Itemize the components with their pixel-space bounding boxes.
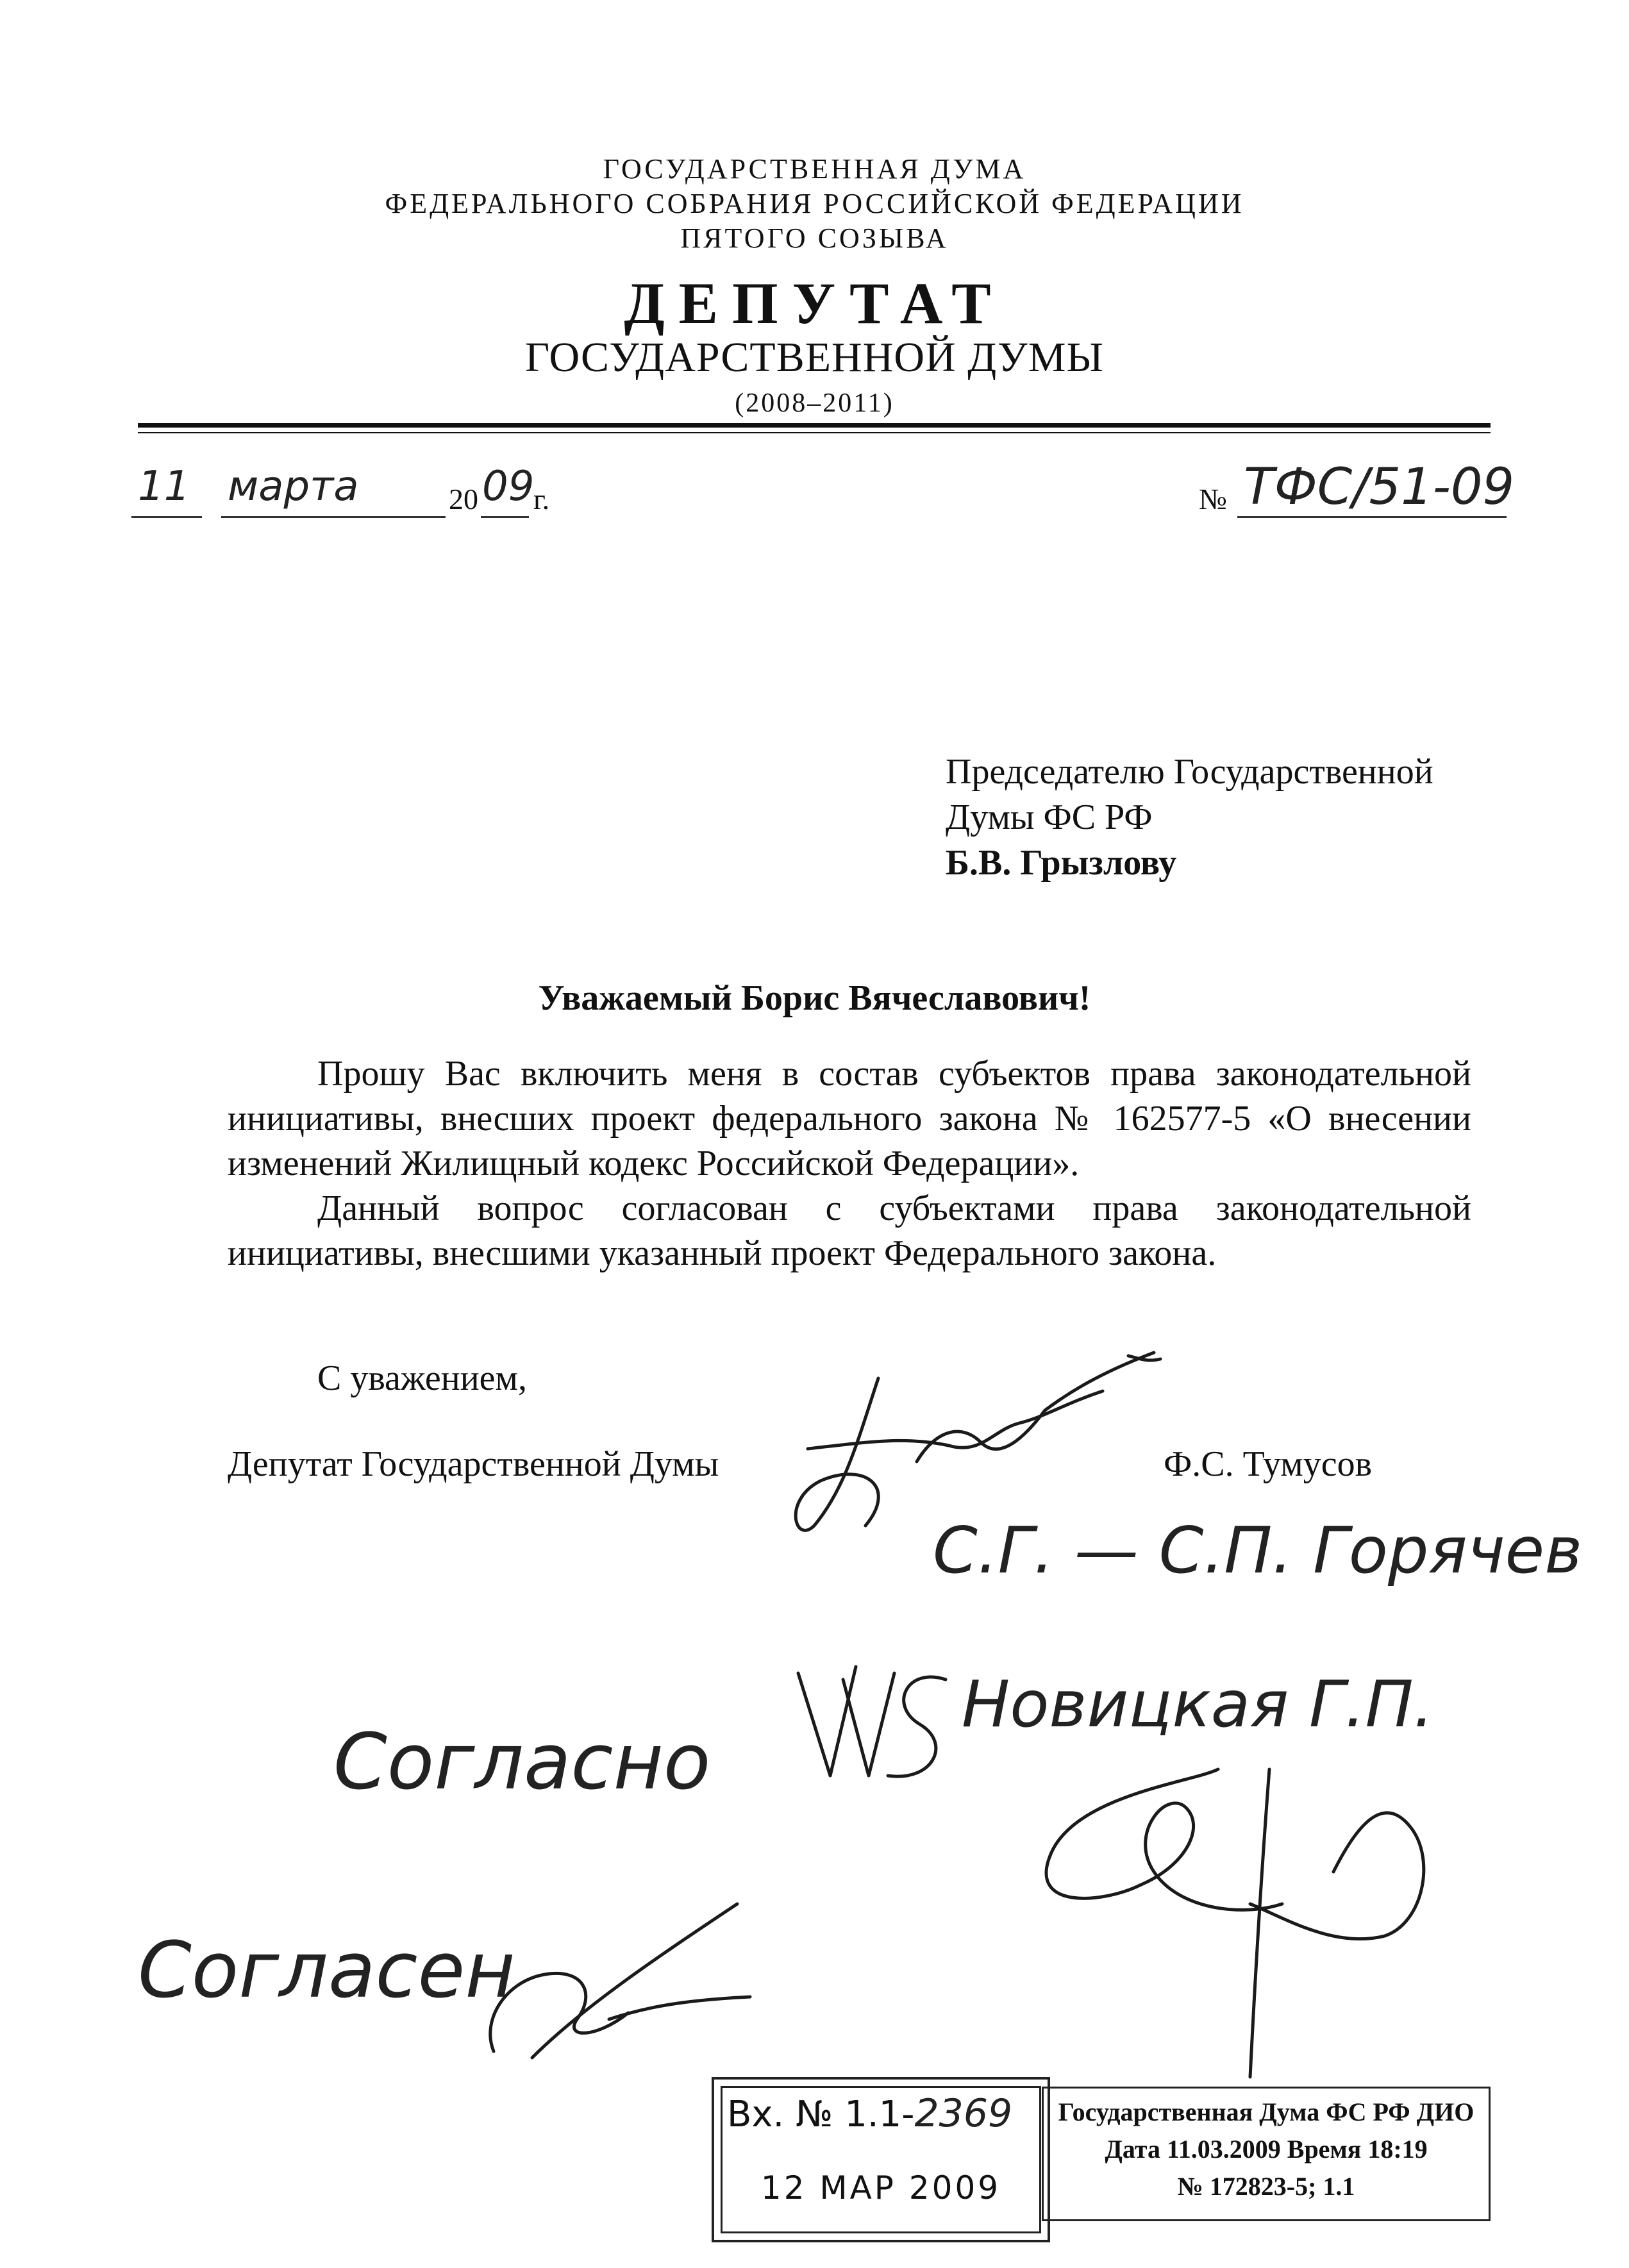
signature-novitskaya-initials: [779, 1654, 958, 1789]
registry-stamp-line-1: Государственная Дума ФС РФ ДИО: [1058, 2097, 1474, 2126]
registry-stamp-line-2: Дата 11.03.2009 Время 18:19: [1105, 2135, 1428, 2164]
registry-stamp: [1042, 2087, 1491, 2221]
date-year-prefix: 20: [449, 483, 478, 515]
header-rule-thick: [138, 423, 1491, 428]
signature-loop: [974, 1756, 1487, 2090]
incoming-stamp-handwritten-number: 2369: [914, 2091, 1013, 2136]
date-month: марта: [228, 463, 359, 510]
header-line-2: ФЕДЕРАЛЬНОГО СОБРАНИЯ РОССИЙСКОЙ ФЕДЕРАЦИИ: [385, 188, 1244, 219]
addressee-line-1: Председателю Государственной: [946, 752, 1433, 792]
addressee-line-2: Думы ФС РФ: [946, 797, 1153, 837]
header-rule-thin: [138, 432, 1491, 433]
date-month-underline: [221, 516, 446, 518]
closing-regards: С уважением,: [317, 1358, 527, 1398]
registry-stamp-line-3: № 172823-5; 1.1: [1177, 2172, 1355, 2201]
date-year-suffix: 09: [482, 463, 535, 510]
incoming-stamp-number: [727, 2091, 1012, 2136]
addressee-name: Б.В. Грызлову: [946, 843, 1177, 883]
header-line-3: ПЯТОГО СОЗЫВА: [680, 222, 949, 254]
number-underline: [1237, 516, 1507, 518]
signature-bottom-left: [468, 1891, 763, 2083]
incoming-stamp-label: Вх. № 1.1-: [727, 2094, 915, 2135]
handwritten-note-novitskaya: Новицкая Г.П.: [962, 1667, 1434, 1742]
handwritten-note-goryachev: С.Г. — С.П. Горячев: [933, 1513, 1583, 1588]
closing-position: Депутат Государственной Думы: [228, 1444, 719, 1484]
incoming-stamp-date: 12 МАР 2009: [760, 2169, 1001, 2206]
incoming-stamp: [712, 2077, 1050, 2242]
date-year-underline: [481, 516, 529, 518]
salutation: Уважаемый Борис Вячеславович!: [538, 978, 1091, 1018]
date-year-unit: г.: [533, 483, 550, 515]
date-day: 11: [138, 463, 190, 510]
header-years: (2008–2011): [735, 388, 894, 418]
header-subtitle: ГОСУДАРСТВЕННОЙ ДУМЫ: [524, 334, 1104, 381]
handwritten-note-soglasno: Согласно: [333, 1718, 711, 1807]
letter-body: [228, 1051, 1471, 1276]
body-paragraph-2: Данный вопрос согласован с субъектами права законодательной инициативы, внесшими указанный проект Федерального закона.: [228, 1188, 1471, 1273]
date-day-underline: [131, 516, 202, 518]
header-line-1: ГОСУДАРСТВЕННАЯ ДУМА: [603, 153, 1026, 185]
header-title: ДЕПУТАТ: [624, 271, 1005, 336]
handwritten-note-soglasen: Согласен: [138, 1926, 515, 2015]
document-number: ТФС/51-09: [1244, 458, 1515, 516]
number-sign: №: [1199, 483, 1227, 515]
closing-signer: Ф.С. Тумусов: [1164, 1444, 1373, 1484]
body-paragraph-1: Прошу Вас включить меня в состав субъектов права законодательной инициативы, внесших проект федерального закона № 162577-5 «О внесении изменений Жилищный кодекс Российской Федерации».: [228, 1054, 1471, 1183]
